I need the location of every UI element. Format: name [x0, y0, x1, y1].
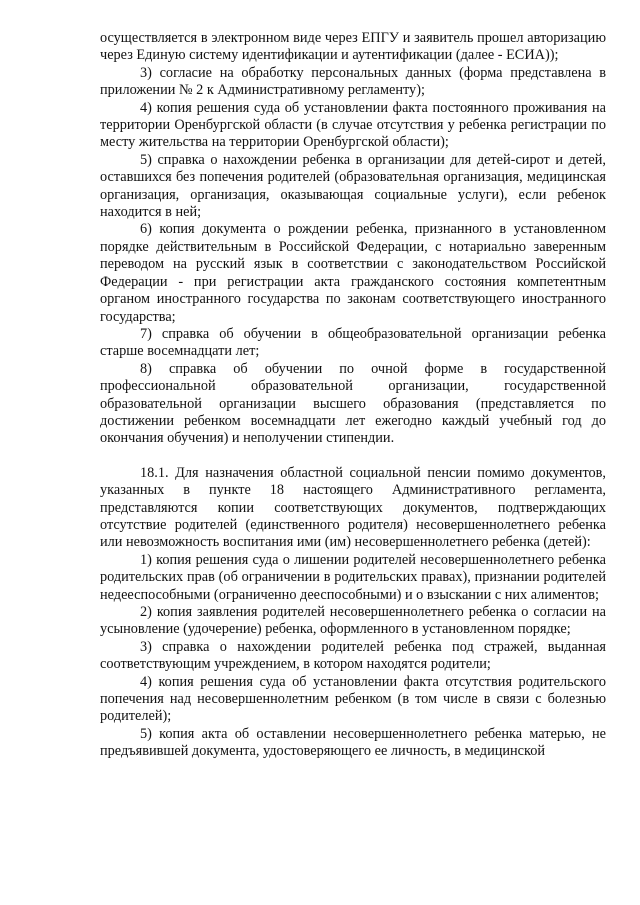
paragraph-continuation-esia: осуществляется в электронном виде через ЕПГУ и заявитель прошел авторизацию через Единую систему идентификации и аутентификации (далее - ЕСИА)); [100, 30, 606, 64]
document-page [100, 30, 606, 761]
list-item-5-abandonment-act: 5) копия акта об оставлении несовершеннолетнего ребенка матерью, не предъявившей документа, удостоверяющего ее личность, в медицинской [100, 725, 606, 760]
list-item-7-school-certificate: 7) справка об обучении в общеобразовательной организации ребенка старше восемнадцати лет; [100, 325, 606, 360]
section-18-1-paragraph: 18.1. Для назначения областной социальной пенсии помимо документов, указанных в пункте 18 настоящего Административного регламента, представляются копии соответствующих документов, подтверждающих отсутствие родителей (единственного родителя) несовершеннолетнего ребенка или невозможность воспитания ими (им) несовершеннолетнего ребенка (детей): [100, 464, 606, 551]
list-item-8-study-certificate: 8) справка об обучении по очной форме в государственной профессиональной образовательной организации, государственной образовательной организации высшего образования (представляется по достижении ребенком восемнадцати лет ежегодно каждый учебный год до окончания обучения) и неполучении стипендии. [100, 360, 606, 447]
list-item-3-consent: 3) согласие на обработку персональных данных (форма представлена в приложении № 2 к Административному регламенту); [100, 64, 606, 99]
list-item-5-orphanage-certificate: 5) справка о нахождении ребенка в организации для детей-сирот и детей, оставшихся без попечения родителей (образовательная организация, медицинская организация, организация, оказывающая социальные услуги), если ребенок находится в ней; [100, 151, 606, 221]
list-item-1-deprivation-of-rights: 1) копия решения суда о лишении родителей несовершеннолетнего ребенка родительских прав (об ограничении в родительских правах), признании родителей недееспособными (ограниченно дееспособными) и о взыскании с них алиментов; [100, 551, 606, 603]
list-item-3-custody-certificate: 3) справка о нахождении родителей ребенка под стражей, выданная соответствующим учреждением, в котором находятся родители; [100, 638, 606, 673]
list-item-4-absence-of-care: 4) копия решения суда об установлении факта отсутствия родительского попечения над несовершеннолетним ребенком (в том числе в связи с болезнью родителей); [100, 673, 606, 725]
list-item-6-birth-document: 6) копия документа о рождении ребенка, признанного в установленном порядке действительным в Российской Федерации, с нотариально заверенным переводом на русский язык в соответствии с законодательством Российской Федерации - при регистрации акта гражданского состояния компетентным органом иностранного государства по законам соответствующего иностранного государства; [100, 221, 606, 325]
list-item-4-court-decision-residence: 4) копия решения суда об установлении факта постоянного проживания на территории Оренбургской области (в случае отсутствия у ребенка регистрации по месту жительства на территории Оренбургской области); [100, 99, 606, 151]
list-item-2-adoption-consent: 2) копия заявления родителей несовершеннолетнего ребенка о согласии на усыновление (удочерение) ребенка, оформленного в установленном порядке; [100, 604, 606, 638]
